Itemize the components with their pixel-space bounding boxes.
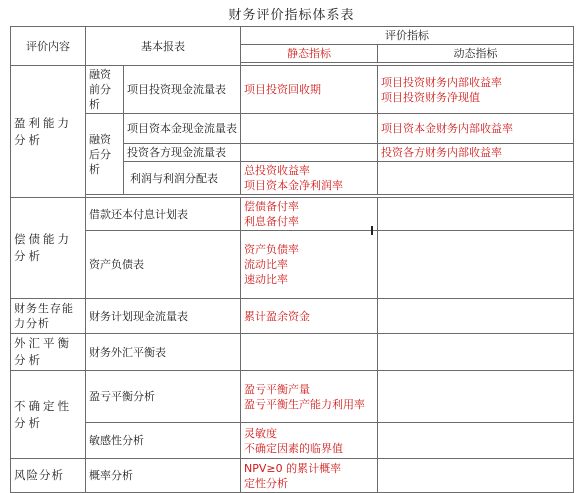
header-dimension: 评价内容 <box>11 27 86 66</box>
dynamic-cell-empty <box>378 198 574 231</box>
indicator-text: 定性分析 <box>244 476 288 490</box>
indicator-text: 资产负债率 <box>244 243 299 256</box>
dynamic-cell-empty <box>378 231 574 299</box>
post-financing-label: 融资后分析 <box>86 114 124 195</box>
indicator-text: 投资各方财务内部收益率 <box>381 146 502 159</box>
static-cell <box>241 299 378 334</box>
indicator-text: 总投资收益率 <box>244 164 310 177</box>
statement-profit-distribution: 利润与利润分配表 <box>124 162 241 195</box>
header-static: 静态指标 <box>241 45 378 63</box>
dynamic-cell <box>378 66 574 114</box>
dimension-risk: 风险分析 <box>11 459 86 493</box>
static-cell <box>241 198 378 231</box>
header-statements: 基本报表 <box>86 27 241 66</box>
dynamic-cell <box>378 144 574 162</box>
static-cell <box>241 371 378 423</box>
indicator-text: 盈亏平衡生产能力利用率 <box>244 397 365 411</box>
indicator-text: 累计盈余资金 <box>244 309 310 323</box>
dynamic-cell-empty <box>378 423 574 459</box>
statement-probability: 概率分析 <box>86 459 241 493</box>
static-cell-empty <box>241 114 378 144</box>
dynamic-cell-empty <box>378 459 574 493</box>
dynamic-cell-empty <box>378 334 574 371</box>
statement-sensitivity: 敏感性分析 <box>86 423 241 459</box>
header-indicators: 评价指标 <box>241 27 574 45</box>
indicator-text: 利息备付率 <box>244 215 299 228</box>
statement-forex-balance: 财务外汇平衡表 <box>86 334 241 371</box>
indicator-text: 流动比率 <box>244 258 288 271</box>
text-cursor-mark <box>371 226 373 235</box>
indicator-text: 盈亏平衡产量 <box>244 382 310 396</box>
statement-equity-cashflow: 项目资本金现金流量表 <box>124 114 241 144</box>
indicator-text: 速动比率 <box>244 273 288 286</box>
static-cell <box>241 459 378 493</box>
pre-financing-label: 融资前分析 <box>86 66 124 114</box>
dynamic-cell <box>378 114 574 144</box>
indicator-text: 偿债备付率 <box>244 200 299 213</box>
dimension-solvency: 偿债能力分析 <box>11 198 86 299</box>
statement-investor-cashflow: 投资各方现金流量表 <box>124 144 241 162</box>
statement-breakeven: 盈亏平衡分析 <box>86 371 241 423</box>
statement-loan-repayment: 借款还本付息计划表 <box>86 198 241 231</box>
financial-evaluation-table <box>10 26 574 493</box>
dynamic-cell-empty <box>378 371 574 423</box>
static-cell-empty <box>241 144 378 162</box>
dimension-forex: 外汇平衡分析 <box>11 334 86 371</box>
indicator-text: 项目投资财务净现值 <box>381 90 480 104</box>
indicator-text: NPV≥0 的累计概率 <box>244 461 342 475</box>
static-cell <box>241 231 378 299</box>
statement-financial-plan-cashflow: 财务计划现金流量表 <box>86 299 241 334</box>
static-cell-empty <box>241 334 378 371</box>
header-dynamic: 动态指标 <box>378 45 574 63</box>
indicator-text: 项目资本金净利润率 <box>244 179 343 192</box>
dynamic-cell-empty <box>378 162 574 195</box>
dimension-uncertainty: 不确定性分析 <box>11 371 86 459</box>
indicator-text: 不确定因素的临界值 <box>244 441 343 455</box>
indicator-text: 项目资本金财务内部收益率 <box>381 122 513 135</box>
static-cell <box>241 423 378 459</box>
dimension-profit: 盈利能力分析 <box>11 66 86 198</box>
dimension-survival: 财务生存能力分析 <box>11 299 86 334</box>
table-title: 财务评价指标体系表 <box>228 8 355 23</box>
dynamic-cell-empty <box>378 299 574 334</box>
static-cell <box>241 66 378 114</box>
statement-project-investment-cashflow: 项目投资现金流量表 <box>124 66 241 114</box>
static-cell <box>241 162 378 195</box>
statement-balance-sheet: 资产负债表 <box>86 231 241 299</box>
indicator-text: 项目投资回收期 <box>244 83 321 96</box>
indicator-text: 灵敏度 <box>244 426 277 440</box>
indicator-text: 项目投资财务内部收益率 <box>381 75 502 89</box>
